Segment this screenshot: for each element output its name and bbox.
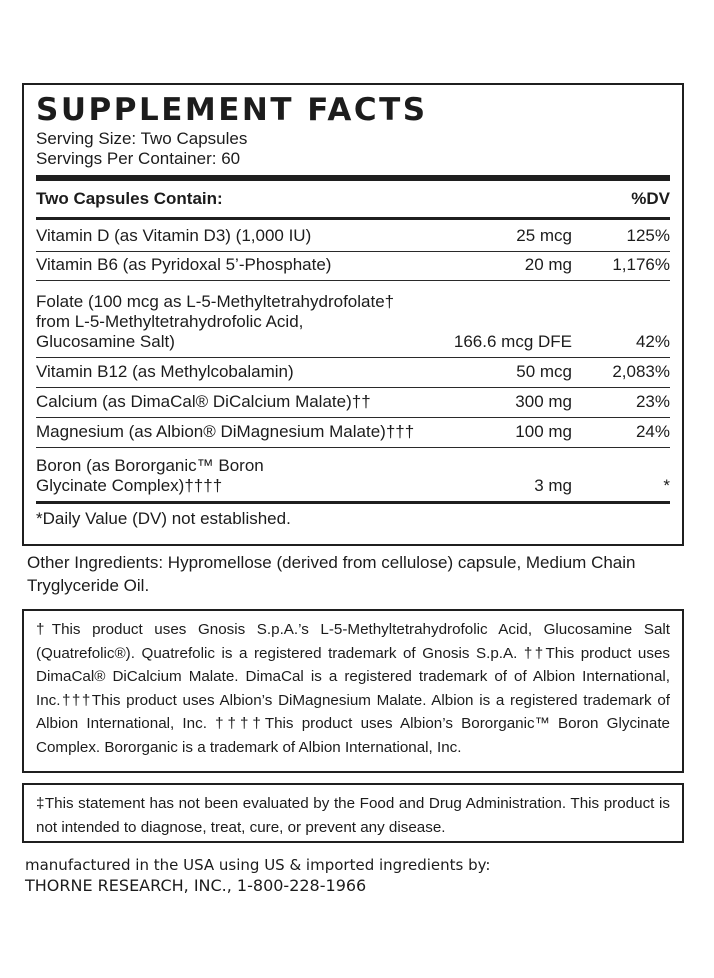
nutrient-name: Folate (100 mcg as L-5-Methyltetrahydrofolate† from L-5-Methyltetrahydrofolic Acid, Glucosamine Salt) (36, 292, 395, 351)
nutrient-name: Vitamin D (as Vitamin D3) (1,000 IU) (36, 226, 312, 245)
nutrient-dv: 2,083% (612, 362, 670, 381)
nutrient-dv: 1,176% (612, 255, 670, 274)
nutrient-amount: 25 mcg (516, 226, 572, 245)
nutrient-dv: 125% (626, 226, 670, 245)
fda-statement-box (22, 783, 684, 843)
nutrient-name: Magnesium (as Albion® DiMagnesium Malate)††† (36, 422, 415, 441)
nutrient-row (36, 448, 670, 504)
nutrient-dv: 23% (635, 392, 670, 411)
nutrient-amount: 3 mg (534, 476, 572, 495)
facts-title: SUPPLEMENT FACTS (36, 92, 428, 128)
nutrient-name: Calcium (as DimaCal® DiCalcium Malate)†† (36, 392, 371, 411)
nutrient-name: Boron (as Bororganic™ Boron Glycinate Complex)†††† (36, 456, 264, 495)
nutrient-amount: 166.6 mcg DFE (453, 332, 572, 351)
nutrient-row (36, 220, 670, 252)
nutrient-row (36, 358, 670, 388)
trademark-note-box (22, 609, 684, 773)
company-contact: THORNE RESEARCH, INC., 1-800-228-1966 (25, 876, 367, 895)
header-contains-label: Two Capsules Contain: (36, 189, 223, 208)
nutrient-dv: 24% (635, 422, 670, 441)
nutrient-dv: * (663, 476, 670, 495)
daily-value-note: *Daily Value (DV) not established. (36, 509, 291, 528)
servings-per-container: Servings Per Container: 60 (36, 149, 241, 168)
nutrient-row (36, 388, 670, 418)
nutrient-amount: 20 mg (524, 255, 572, 274)
facts-header-row (36, 181, 670, 220)
nutrient-row (36, 418, 670, 448)
nutrient-name: Vitamin B6 (as Pyridoxal 5’-Phosphate) (36, 255, 332, 274)
fda-statement: ‡This statement has not been evaluated by the Food and Drug Administration. This product is not intended to diagnose, treat, cure, or prevent any disease. (36, 795, 670, 836)
serving-size: Serving Size: Two Capsules (36, 129, 248, 148)
nutrient-row (36, 281, 670, 358)
nutrient-row (36, 252, 670, 281)
nutrient-dv: 42% (635, 332, 670, 351)
trademark-note: †This product uses Gnosis S.p.A.’s L-5-Methyltetrahydrofolic Acid, Glucosamine Salt (Quatrefolic®). Quatrefolic is a registered trademark of Gnosis S.p.A. ††This product uses DimaCal® DiCalcium Malate. DimaCal is a registered trademark of of Albion International, Inc.†††This product uses Albion’s DiMagnesium Malate. Albion is a registered trademark of Albion International, Inc. ††††This product uses Albion’s Bororganic™ Boron Glycinate Complex. Bororganic is a trademark of Albion International, Inc. (36, 621, 670, 756)
nutrient-name: Vitamin B12 (as Methylcobalamin) (36, 362, 294, 381)
nutrient-amount: 50 mcg (516, 362, 572, 381)
nutrient-amount: 300 mg (515, 392, 572, 411)
manufacturer-line: manufactured in the USA using US & imported ingredients by: (25, 856, 491, 874)
other-ingredients: Other Ingredients: Hypromellose (derived from cellulose) capsule, Medium Chain Tryglyceride Oil. (27, 553, 636, 595)
nutrient-amount: 100 mg (515, 422, 572, 441)
header-dv-label: %DV (631, 189, 670, 208)
supplement-facts-panel (22, 83, 684, 546)
